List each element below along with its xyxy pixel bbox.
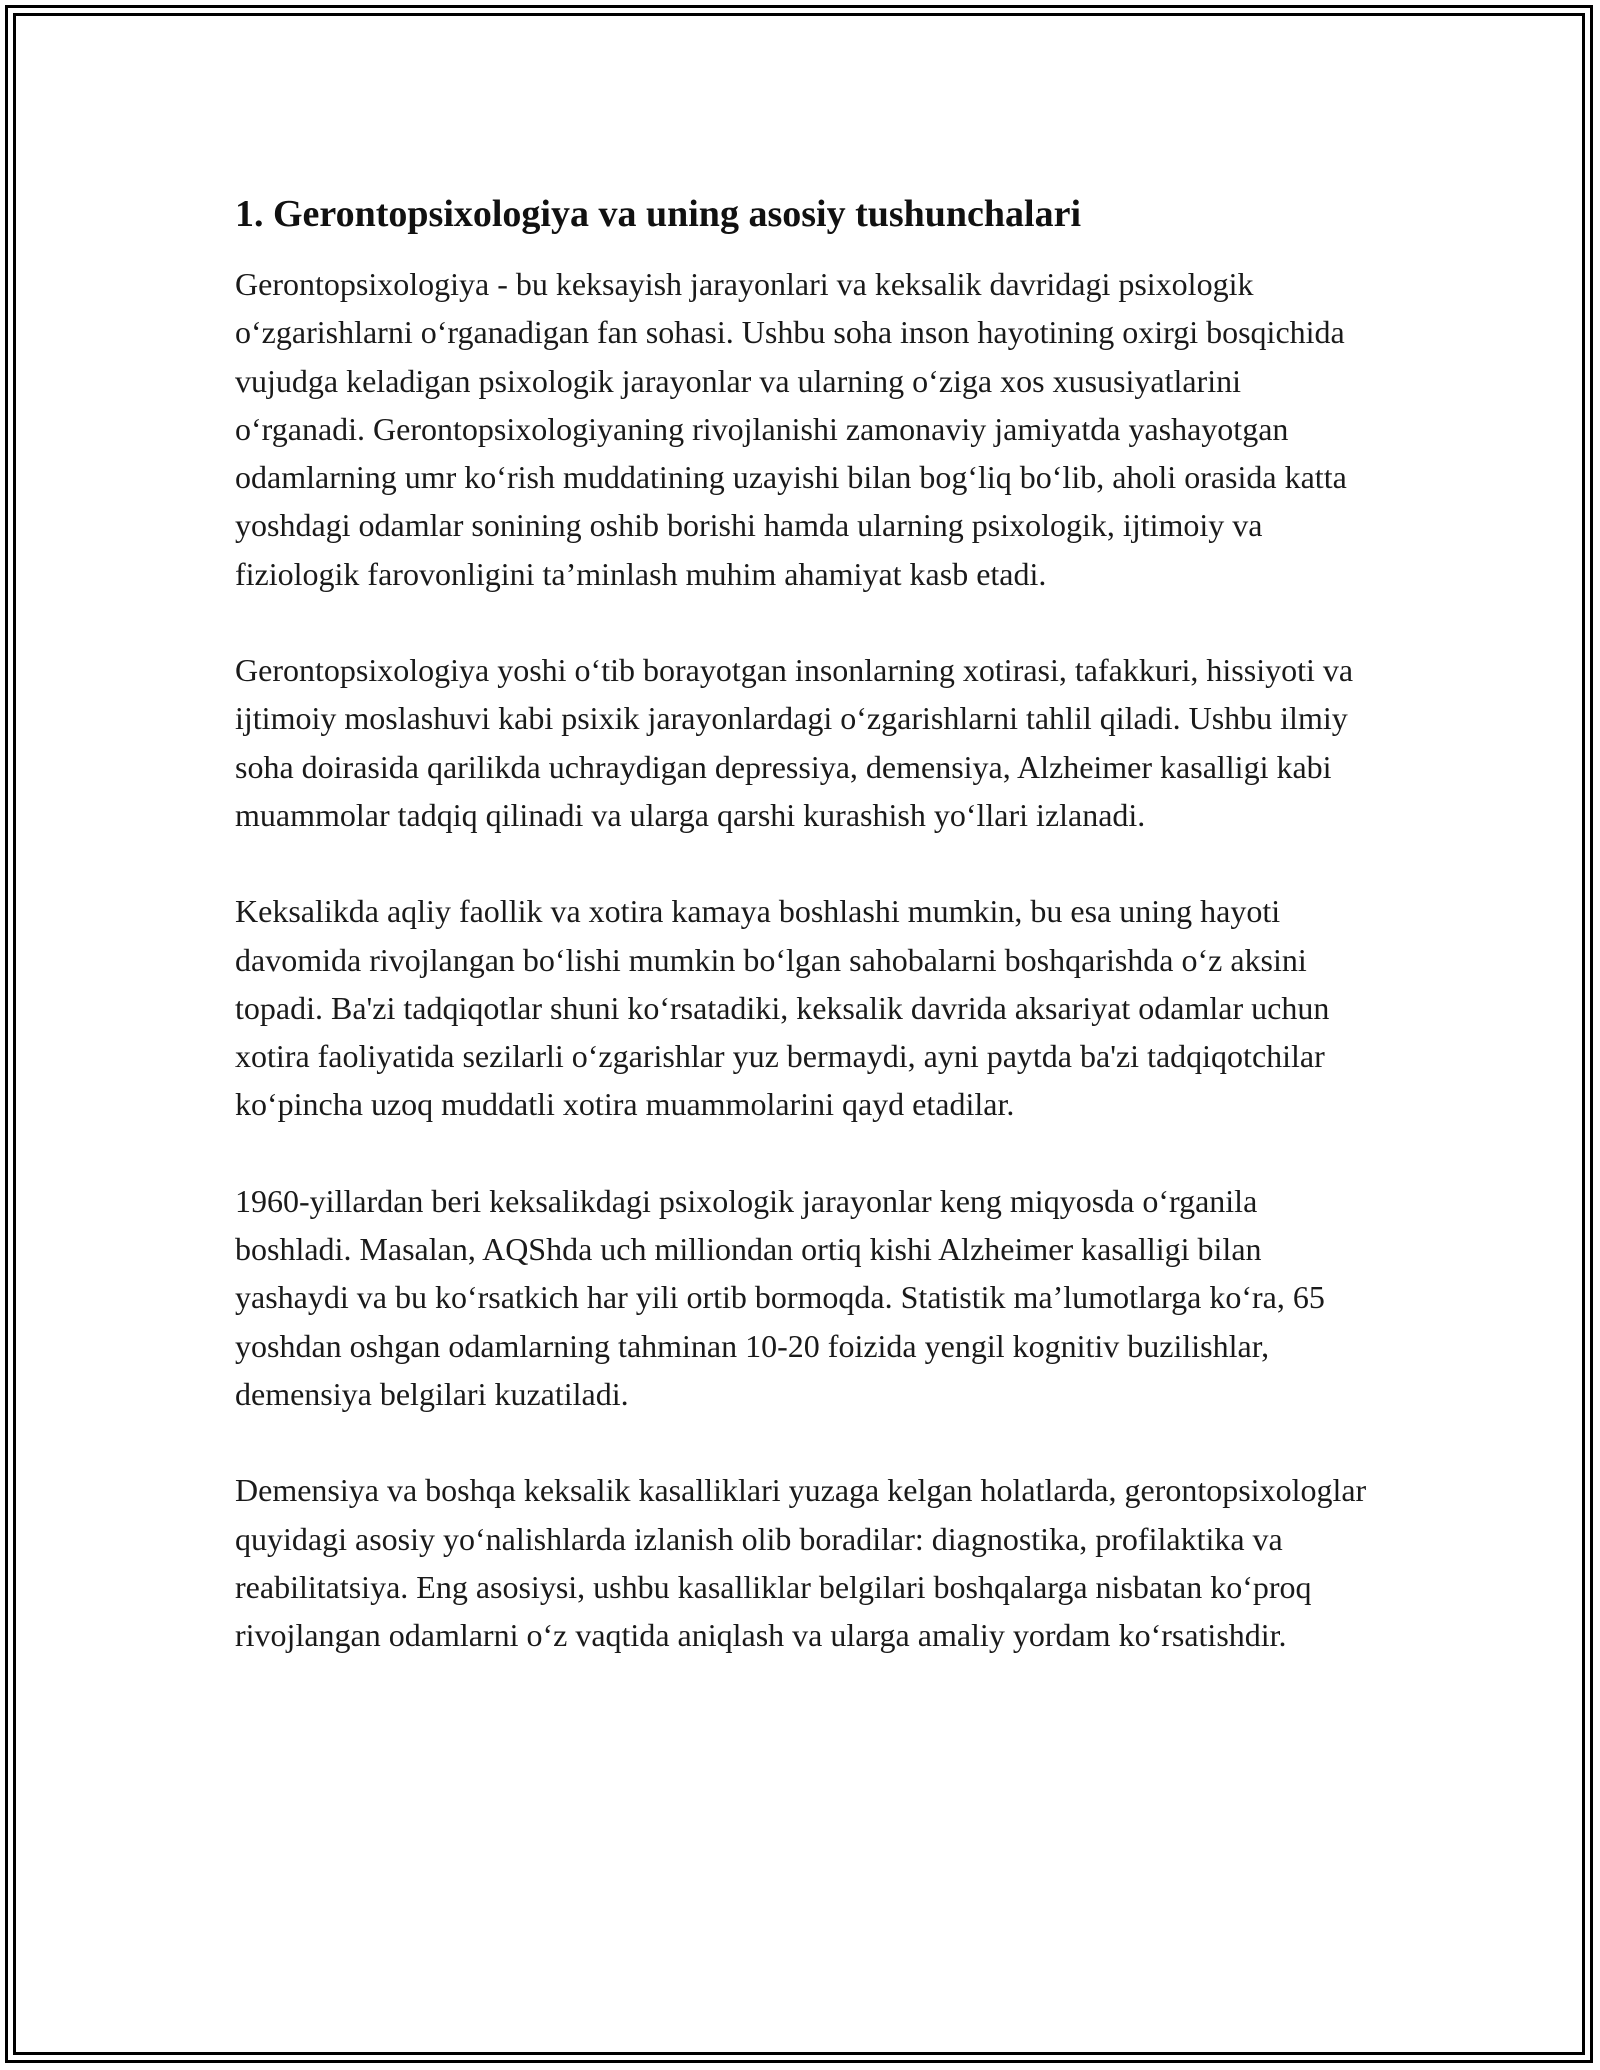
paragraph-3: Keksalikda aqliy faollik va xotira kamaya boshlashi mumkin, bu esa uning hayoti davomida rivojlangan bo‘lishi mumkin bo‘lgan sahobalarni boshqarishda o‘z aksini topadi. Ba'zi tadqiqotlar shuni ko‘rsatadiki, keksalik davrida aksariyat odamlar uchun xotira faoliyatida sezilarli o‘zgarishlar yuz bermaydi, ayni paytda ba'zi tadqiqotchilar ko‘pincha uzoq muddatli xotira muammolarini qayd etadilar. — [235, 893, 1330, 1123]
paragraph-2: Gerontopsixologiya yoshi o‘tib borayotgan insonlarning xotirasi, tafakkuri, hissiyoti va ijtimoiy moslashuvi kabi psixik jarayonlardagi o‘zgarishlarni tahlil qiladi. Ushbu ilmiy soha doirasida qarilikda uchraydigan depressiya, demensiya, Alzheimer kasalligi kabi muammolar tadqiq qilinadi va ularga qarshi kurashish yo‘llari izlanadi. — [235, 652, 1354, 833]
document-body — [235, 186, 1375, 1659]
paragraph-5: Demensiya va boshqa keksalik kasalliklari yuzaga kelgan holatlarda, gerontopsixologlar quyidagi asosiy yo‘nalishlarda izlanish olib boradilar: diagnostika, profilaktika va reabilitatsiya. Eng asosiysi, ushbu kasalliklar belgilari boshqalarga nisbatan ko‘proq rivojlangan odamlarni o‘z vaqtida aniqlash va ularga amaliy yordam ko‘rsatishdir. — [235, 1472, 1367, 1654]
paragraph-4: 1960-yillardan beri keksalikdagi psixologik jarayonlar keng miqyosda o‘rganila boshladi. Masalan, AQShda uch milliondan ortiq kishi Alzheimer kasalligi bilan yashaydi va bu ko‘rsatkich har yili ortib bormoqda. Statistik ma’lumotlarga ko‘ra, 65 yoshdan oshgan odamlarning tahminan 10-20 foizida yengil kognitiv buzilishlar, demensiya belgilari kuzatiladi. — [235, 1182, 1325, 1412]
paragraph-1: Gerontopsixologiya - bu keksayish jarayonlari va keksalik davridagi psixologik o‘zgarishlarni o‘rganadigan fan sohasi. Ushbu soha inson hayotining oxirgi bosqichida vujudga keladigan psixologik jarayonlar va ularning o‘ziga xos xususiyatlarini o‘rganadi. Gerontopsixologiyaning rivojlanishi zamonaviy jamiyatda yashayotgan odamlarning umr ko‘rish muddatining uzayishi bilan bog‘liq bo‘lib, aholi orasida katta yoshdagi odamlar sonining oshib borishi hamda ularning psixologik, ijtimoiy va fiziologik farovonligini ta’minlash muhim ahamiyat kasb etadi. — [235, 266, 1347, 592]
section-heading: 1. Gerontopsixologiya va uning asosiy tushunchalari — [235, 193, 1082, 235]
